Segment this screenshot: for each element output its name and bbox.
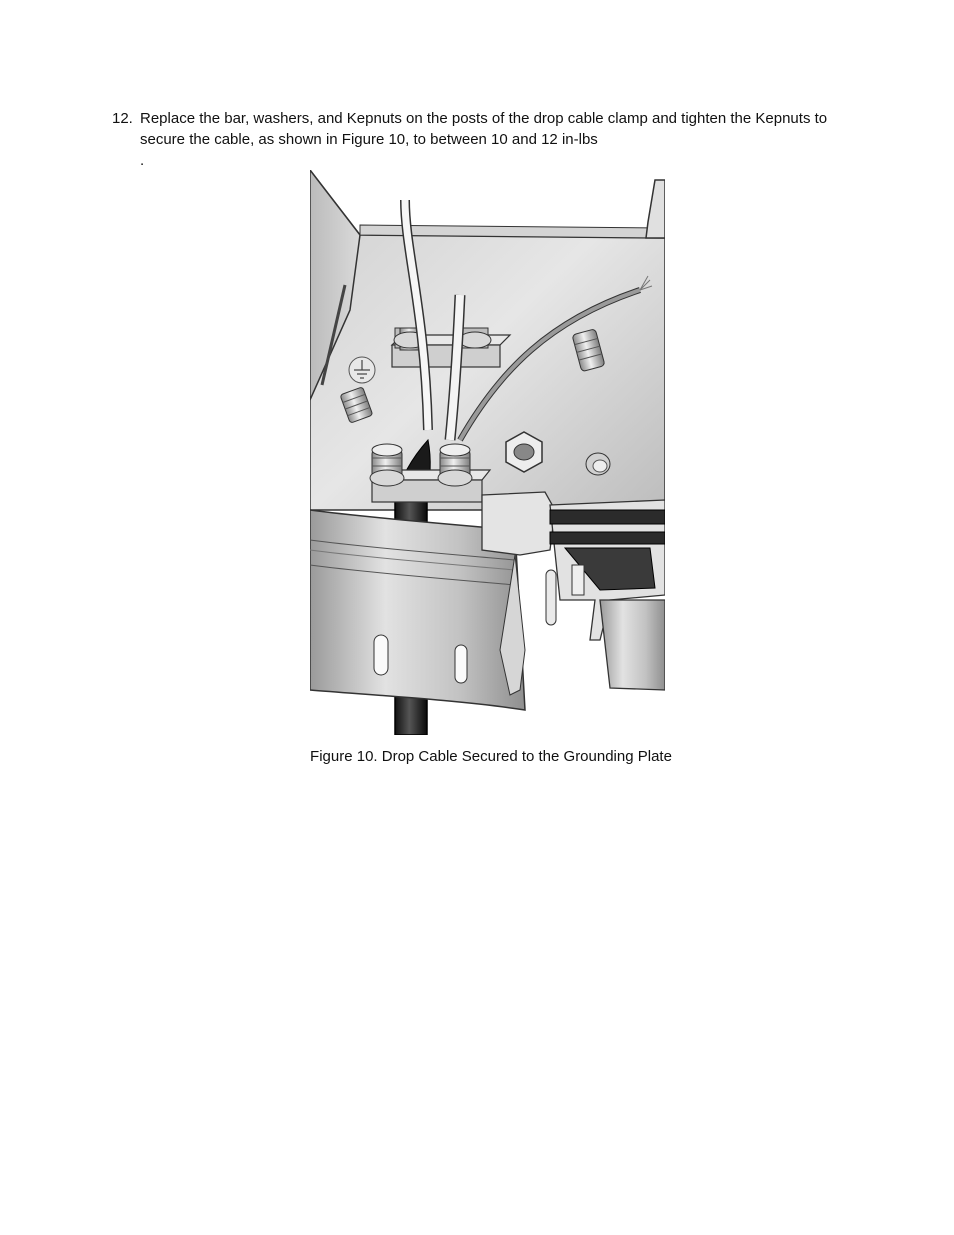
step-instruction (112, 108, 872, 169)
figure-illustration (310, 170, 665, 735)
step-trailing-period: . (140, 152, 145, 169)
step-text: Replace the bar, washers, and Kepnuts on the posts of the drop cable clamp and tighten the Kepnuts to secure the cable, as shown in Figure 10, to between 10 and 12 in-lbs (140, 110, 828, 148)
figure-caption: Figure 10. Drop Cable Secured to the Grounding Plate (310, 748, 672, 765)
step-number: 12. (112, 110, 133, 127)
